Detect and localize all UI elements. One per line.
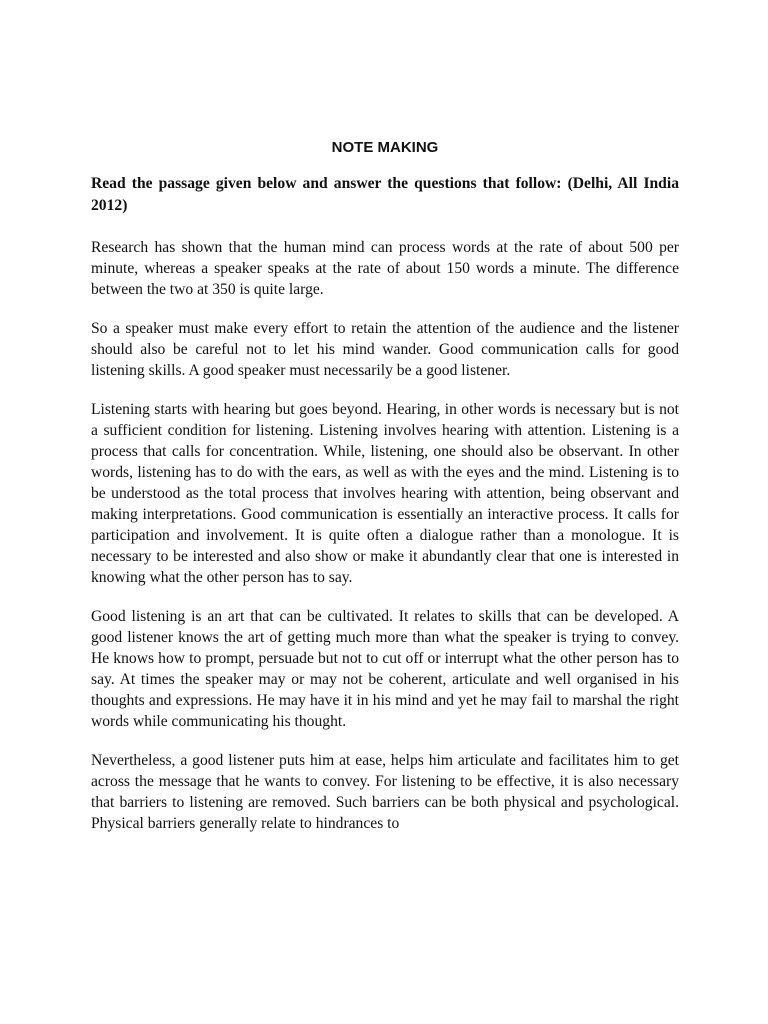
paragraph-3: Listening starts with hearing but goes beyond. Hearing, in other words is necessary but is not a sufficient condition for listening. Listening involves hearing with attention. Listening is a process that calls for concentration. While, listening, one should also be observant. In other words, listening has to do with the ears, as well as with the eyes and the mind. Listening is to be understood as the total process that involves hearing with attention, being observant and making interpretations. Good communication is essentially an interactive process. It calls for participation and involvement. It is quite often a dialogue rather than a monologue. It is necessary to be interested and also show or make it abundantly clear that one is interested in knowing what the other person has to say. — [91, 401, 679, 586]
paragraph-2: So a speaker must make every effort to retain the attention of the audience and the listener should also be careful not to let his mind wander. Good communication calls for good listening skills. A good speaker must necessarily be a good listener. — [91, 320, 679, 379]
instruction-text: Read the passage given below and answer the questions that follow: (Delhi, All India 2012) — [91, 175, 679, 214]
paragraph-5: Nevertheless, a good listener puts him at ease, helps him articulate and facilitates him to get across the message that he wants to convey. For listening to be effective, it is also necessary that barriers to listening are removed. Such barriers can be both physical and psychological. Physical barriers generally relate to hindrances to — [91, 752, 679, 832]
paragraph-1: Research has shown that the human mind can process words at the rate of about 500 per minute, whereas a speaker speaks at the rate of about 150 words a minute. The difference between the two at 350 is quite large. — [91, 239, 679, 298]
paragraph-4: Good listening is an art that can be cultivated. It relates to skills that can be developed. A good listener knows the art of getting much more than what the speaker is trying to convey. He knows how to prompt, persuade but not to cut off or interrupt what the other person has to say. At times the speaker may or may not be coherent, articulate and well organised in his thoughts and expressions. He may have it in his mind and yet he may fail to marshal the right words while communicating his thought. — [91, 608, 679, 730]
page-title: NOTE MAKING — [331, 139, 439, 156]
document-page — [91, 134, 679, 834]
